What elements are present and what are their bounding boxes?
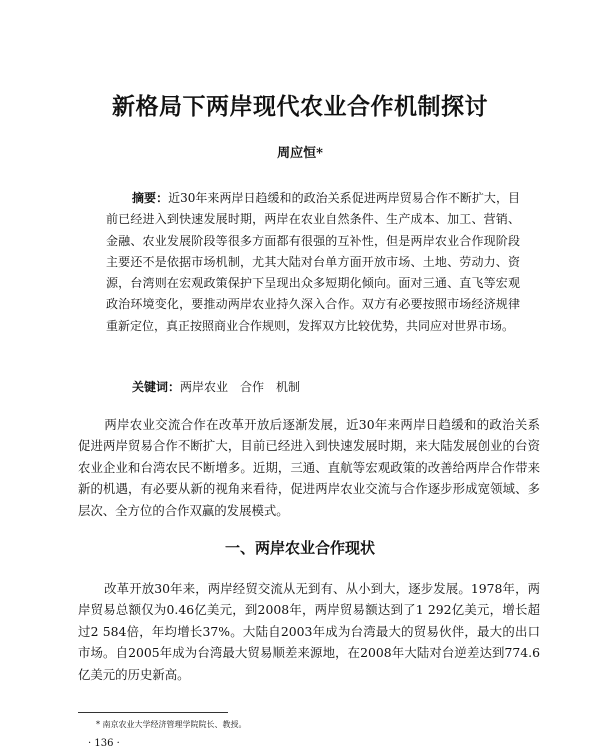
page-number: · 136 ·: [88, 738, 120, 749]
footnote-divider: [78, 712, 228, 713]
section-text: 改革开放30年来，两岸经贸交流从无到有、从小到大，逐步发展。1978年，两岸贸易总额仅为0.46亿美元，到2008年，两岸贸易额达到了1 292亿美元，增长超过2 584倍，年均增长37%。大陆自2003年成为台湾最大的贸易伙伴，最大的出口市场。自2005年成为台湾最大贸易顺差来源地，在2008年大陆对台逆差达到774.6亿美元的历史新高。: [78, 581, 540, 682]
footnote: * 南京农业大学经济管理学院院长、教授。: [96, 720, 247, 729]
article-title: 新格局下两岸现代农业合作机制探讨: [112, 94, 488, 120]
intro-text: 两岸农业交流合作在改革开放后逐渐发展，近30年来两岸日趋缓和的政治关系促进两岸贸易合作不断扩大，目前已经进入到快速发展时期，来大陆发展创业的台资农业企业和台湾农民不断增多。近期，三通、直航等宏观政策的改善给两岸合作带来新的机遇，有必要从新的视角来看待，促进两岸农业交流与合作逐步形成宽领域、多层次、全方位的合作双赢的发展模式。: [78, 417, 540, 518]
section-heading: 一、两岸农业合作现状: [224, 539, 375, 557]
section-paragraph: [78, 578, 540, 685]
abstract-label: 摘要：: [132, 191, 169, 205]
abstract-text: 近30年来两岸日趋缓和的政治关系促进两岸贸易合作不断扩大，目前已经进入到快速发展时期，两岸在农业自然条件、生产成本、加工、营销、金融、农业发展阶段等很多方面都有很强的互补性，但是两岸农业合作现阶段主要还不是依据市场机制，尤其大陆对台单方面开放市场、土地、劳动力、资源，台湾则在宏观政策保护下呈现出众多短期化倾向。面对三通、直飞等宏观政治环境变化，要推动两岸农业持久深入合作。双方有必要按照市场经济规律重新定位，真正按照商业合作规则，发挥双方比较优势，共同应对世界市场。: [106, 191, 520, 333]
keyword-item: 合作: [240, 380, 265, 394]
keywords: [132, 378, 512, 395]
keyword-item: 两岸农业: [180, 380, 229, 394]
keyword-item: 机制: [276, 380, 301, 394]
intro-paragraph: [78, 414, 540, 521]
abstract: [106, 188, 520, 337]
article-author: 周应恒*: [277, 146, 323, 161]
keywords-label: 关键词：: [132, 380, 181, 394]
